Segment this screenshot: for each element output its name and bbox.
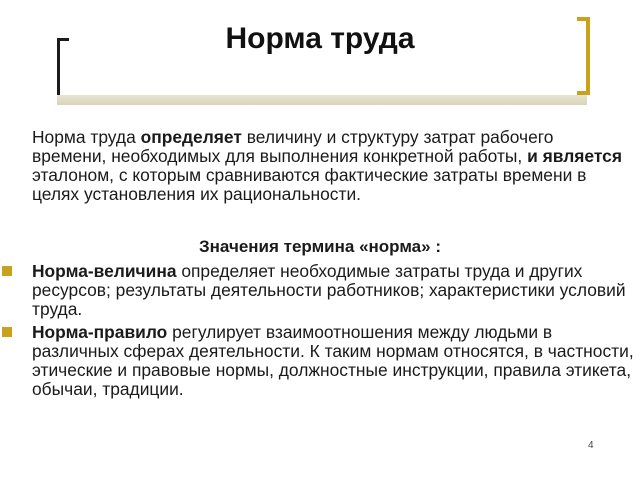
intro-paragraph <box>32 128 622 204</box>
square-bullet-icon <box>2 327 12 337</box>
definitions-list <box>0 262 636 403</box>
page-number: 4 <box>588 440 594 451</box>
list-item <box>0 262 636 319</box>
intro-text-3: эталоном, с которым сравниваются фактические затраты времени в целях установления их рациональности. <box>32 165 587 204</box>
bullet-text: определяет необходимые затраты труда и других ресурсов; результаты деятельности работников; характеристики условий труда. <box>32 261 626 319</box>
page-title: Норма труда <box>225 22 415 55</box>
list-item <box>0 323 636 399</box>
right-bracket-decoration <box>577 17 590 95</box>
title-divider <box>57 95 587 105</box>
intro-text-1: Норма труда <box>32 127 141 147</box>
square-bullet-icon <box>2 266 12 276</box>
section-subheading: Значения термина «норма» : <box>199 237 441 256</box>
intro-text-2: величину и структуру затрат рабочего времени, необходимых для выполнения конкретной работы, <box>32 127 554 166</box>
intro-bold-1: определяет <box>140 127 242 147</box>
bullet-text: регулирует взаимоотношения между людьми в различных сферах деятельности. К таким нормам относятся, в частности, этические и правовые нормы, должностные инструкции, правила этикета, обычаи, традиции. <box>32 322 634 399</box>
bullet-term: Норма-величина <box>32 261 177 281</box>
bullet-term: Норма-правило <box>32 322 168 342</box>
intro-bold-2: и является <box>527 146 622 166</box>
